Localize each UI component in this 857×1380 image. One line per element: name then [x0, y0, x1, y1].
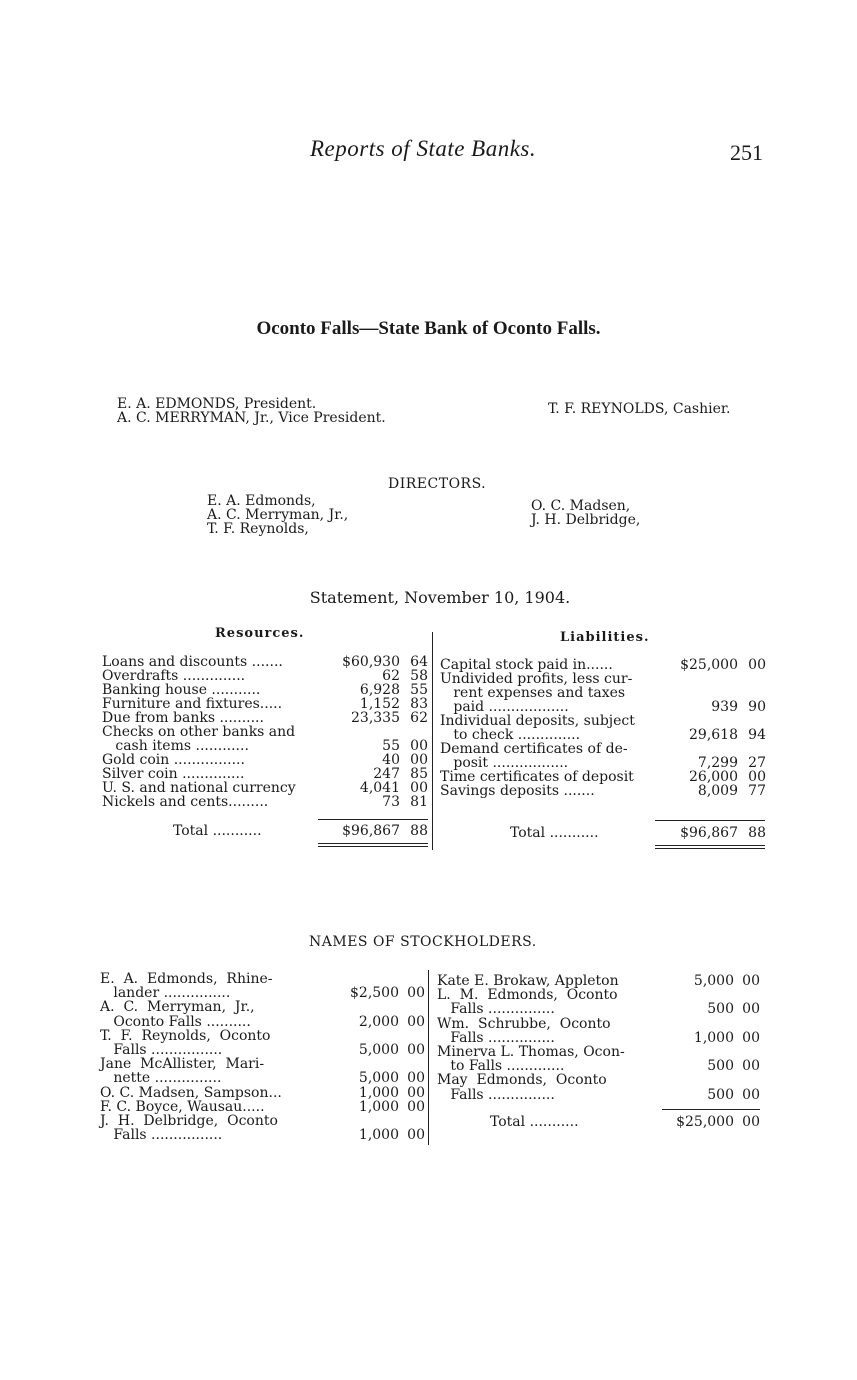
resources-row-dollars: 62	[382, 668, 400, 684]
stockholders-heading: NAMES OF STOCKHOLDERS.	[309, 934, 537, 950]
liabilities-row-cents: 90	[748, 699, 766, 715]
stockholder-row-dollars: 1,000	[358, 1098, 399, 1115]
resources-row-cents: 85	[410, 766, 428, 782]
stockholder-row-label: nette ...............	[100, 1070, 222, 1087]
stockholder-row-label: May Edmonds, Oconto	[437, 1072, 607, 1089]
stockholders-total-label: Total ...........	[490, 1114, 579, 1130]
resources-row-dollars: 40	[382, 752, 400, 768]
liabilities-row-cents: 00	[748, 769, 766, 785]
stockholder-row-cents: 00	[407, 1013, 425, 1030]
stockholder-row-label: Falls ................	[100, 1042, 223, 1058]
stockholder-row-dollars: 1,000	[693, 1029, 734, 1046]
liabilities-row-label: posit .................	[440, 755, 569, 771]
stockholder-row-dollars: 5,000	[358, 1042, 399, 1058]
stockholder-row-cents: 00	[742, 1058, 760, 1075]
stockholders-total-dollars: $25,000	[676, 1114, 734, 1130]
resources-row-label: Gold coin ................	[102, 752, 245, 768]
resources-row-label: Banking house ...........	[102, 682, 261, 698]
stockholder-row-cents: 00	[742, 1029, 760, 1046]
resources-row-cents: 81	[410, 794, 428, 810]
liabilities-total-label: Total ...........	[510, 825, 599, 841]
stockholder-row-cents: 00	[742, 1001, 760, 1018]
statement-title: Statement, November 10, 1904.	[309, 588, 571, 607]
stockholder-row-dollars: 5,000	[358, 1070, 399, 1087]
bank-title: Oconto Falls—State Bank of Oconto Falls.	[256, 318, 601, 339]
officer-vice-president: A. C. MERRYMAN, Jr., Vice President.	[117, 410, 386, 426]
liabilities-row-dollars: 8,009	[697, 783, 738, 799]
resources-heading: Resources.	[215, 626, 305, 641]
page-number: 251	[730, 140, 763, 165]
stockholder-row-dollars: 2,000	[358, 1013, 399, 1030]
officer-president: E. A. EDMONDS, President.	[117, 396, 317, 412]
stockholder-row-dollars: 1,000	[358, 1127, 399, 1144]
resources-row-dollars: 6,928	[359, 682, 400, 698]
liabilities-row-label: Time certificates of deposit	[440, 769, 634, 785]
resources-row-cents: 62	[410, 710, 428, 726]
stockholder-row-cents: 00	[407, 1070, 425, 1087]
stockholder-row-label: Kate E. Brokaw, Appleton	[437, 973, 619, 989]
resources-row-dollars: $60,930	[342, 654, 400, 670]
liabilities-row-cents: 77	[748, 783, 766, 799]
resources-row-cents: 55	[410, 682, 428, 698]
director-name: J. H. Delbridge,	[531, 512, 641, 528]
liabilities-row-dollars: 7,299	[697, 755, 738, 771]
liabilities-row-label: to check ..............	[440, 727, 581, 743]
liabilities-total-dollars: $96,867	[680, 825, 738, 841]
resources-total-double-rule	[318, 846, 428, 847]
director-name: E. A. Edmonds,	[207, 493, 316, 509]
stockholder-row-cents: 00	[407, 1098, 425, 1115]
resources-row-dollars: 247	[373, 766, 400, 782]
resources-row-label: Due from banks ..........	[102, 710, 264, 726]
stockholders-total-rule	[662, 1109, 760, 1110]
stockholder-row-label: Falls ...............	[437, 1029, 555, 1046]
resources-row-cents: 58	[410, 668, 428, 684]
liabilities-row-dollars: 939	[711, 699, 738, 715]
resources-total-rule	[318, 819, 428, 820]
stockholder-row-label: lander ...............	[100, 985, 231, 1002]
director-name: O. C. Madsen,	[531, 498, 631, 514]
statement-column-divider	[432, 632, 433, 850]
stockholder-row-dollars: 500	[707, 1086, 734, 1103]
resources-row-label: cash items ............	[102, 738, 249, 754]
stockholder-row-label: to Falls .............	[437, 1058, 565, 1075]
liabilities-row-label: paid ..................	[440, 699, 569, 715]
resources-row-cents: 83	[410, 696, 428, 712]
stockholder-row-cents: 00	[407, 1084, 425, 1101]
resources-row-dollars: 73	[382, 794, 400, 810]
resources-row-dollars: 4,041	[359, 780, 400, 796]
stockholder-row-label: J. H. Delbridge, Oconto	[100, 1113, 278, 1129]
stockholder-row-dollars: 500	[707, 1001, 734, 1018]
stockholders-total-cents: 00	[742, 1114, 760, 1130]
liabilities-row-label: Individual deposits, subject	[440, 713, 635, 729]
stockholder-row-label: Jane McAllister, Mari-	[100, 1056, 265, 1073]
stockholder-row-dollars: $2,500	[350, 985, 399, 1002]
stockholder-row-dollars: 5,000	[693, 973, 734, 989]
resources-row-label: Loans and discounts .......	[102, 654, 283, 670]
stockholder-row-label: Minerva L. Thomas, Ocon-	[437, 1044, 625, 1060]
running-header-title: Reports of State Banks.	[310, 136, 537, 161]
resources-total-cents: 88	[410, 823, 428, 839]
stockholder-row-label: O. C. Madsen, Sampson...	[100, 1084, 282, 1101]
resources-row-cents: 00	[410, 738, 428, 754]
stockholder-row-cents: 00	[407, 1127, 425, 1144]
director-name: T. F. Reynolds,	[207, 521, 309, 537]
stockholder-row-cents: 00	[742, 973, 760, 989]
stockholders-column-divider	[428, 970, 429, 1145]
liabilities-row-label: Undivided profits, less cur-	[440, 671, 633, 687]
stockholder-row-label: Falls ...............	[437, 1086, 555, 1103]
resources-row-label: Checks on other banks and	[102, 724, 296, 740]
stockholder-row-label: Falls ...............	[437, 1001, 555, 1018]
resources-row-label: Nickels and cents.........	[102, 794, 269, 810]
liabilities-total-cents: 88	[748, 825, 766, 841]
stockholder-row-label: Oconto Falls ..........	[100, 1013, 251, 1030]
resources-row-cents: 64	[410, 654, 428, 670]
stockholder-row-cents: 00	[407, 1042, 425, 1058]
stockholder-row-label: Falls ................	[100, 1127, 223, 1144]
resources-row-label: Overdrafts ..............	[102, 668, 246, 684]
liabilities-row-cents: 27	[748, 755, 766, 771]
liabilities-row-dollars: 26,000	[689, 769, 738, 785]
liabilities-row-dollars: 29,618	[689, 727, 738, 743]
stockholder-row-dollars: 500	[707, 1058, 734, 1075]
stockholder-row-label: A. C. Merryman, Jr.,	[100, 999, 255, 1016]
resources-row-label: Furniture and fixtures.....	[102, 696, 283, 712]
stockholder-row-dollars: 1,000	[358, 1084, 399, 1101]
liabilities-row-label: Capital stock paid in......	[440, 657, 613, 673]
resources-row-label: U. S. and national currency	[102, 780, 296, 796]
resources-row-cents: 00	[410, 780, 428, 796]
resources-row-cents: 00	[410, 752, 428, 768]
resources-row-dollars: 55	[382, 738, 400, 754]
liabilities-total-double-rule	[655, 848, 765, 849]
liabilities-total-double-rule	[655, 845, 765, 846]
director-name: A. C. Merryman, Jr.,	[207, 507, 349, 523]
liabilities-row-label: Savings deposits .......	[440, 783, 595, 799]
stockholder-row-cents: 00	[742, 1086, 760, 1103]
stockholder-row-label: E. A. Edmonds, Rhine-	[100, 971, 273, 987]
stockholder-row-label: L. M. Edmonds, Oconto	[437, 987, 618, 1004]
stockholder-row-label: Wm. Schrubbe, Oconto	[437, 1015, 611, 1032]
resources-total-double-rule	[318, 843, 428, 844]
resources-total-label: Total ...........	[173, 823, 262, 839]
resources-row-dollars: 23,335	[351, 710, 400, 726]
liabilities-row-label: Demand certificates of de-	[440, 741, 628, 757]
directors-heading: DIRECTORS.	[388, 476, 487, 492]
liabilities-total-rule	[655, 820, 765, 821]
stockholder-row-cents: 00	[407, 985, 425, 1002]
stockholder-row-label: F. C. Boyce, Wausau.....	[100, 1098, 265, 1115]
stockholder-row-label: T. F. Reynolds, Oconto	[100, 1027, 271, 1044]
liabilities-row-label: rent expenses and taxes	[440, 685, 626, 701]
liabilities-heading: Liabilities.	[560, 630, 650, 645]
liabilities-row-dollars: $25,000	[680, 657, 738, 673]
officer-cashier: T. F. REYNOLDS, Cashier.	[548, 401, 731, 417]
liabilities-row-cents: 94	[748, 727, 766, 743]
liabilities-row-cents: 00	[748, 657, 766, 673]
resources-row-dollars: 1,152	[359, 696, 400, 712]
resources-total-dollars: $96,867	[342, 823, 400, 839]
resources-row-label: Silver coin ..............	[102, 766, 245, 782]
